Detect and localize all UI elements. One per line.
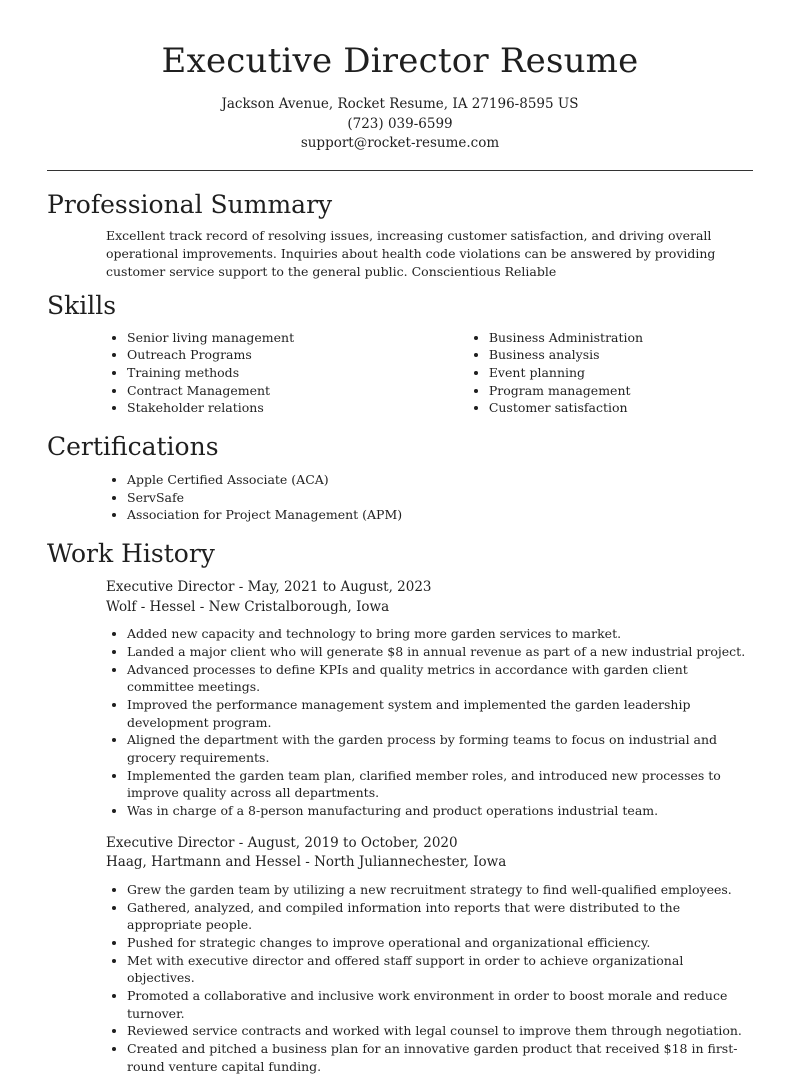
job-bullet: • Improved the performance management system and implemented the garden leadership development program. (127, 696, 753, 731)
certification-item: • Apple Certified Associate (ACA) (127, 471, 753, 489)
job-company-line: Wolf - Hessel - New Cristalborough, Iowa (106, 598, 390, 615)
job-bullet: • Landed a major client who will generate $8 in annual revenue as part of a new industrial project. (127, 643, 753, 661)
certifications-list (47, 471, 753, 524)
job-bullets (106, 881, 753, 1076)
skill-item: • Business Administration (489, 329, 753, 347)
job-role-line: Executive Director - May, 2021 to August, 2023 (106, 579, 432, 596)
skill-item: • Business analysis (489, 346, 753, 364)
resume-header (47, 0, 753, 154)
job-dates: August, 2019 to October, 2020 (247, 834, 458, 851)
certification-item: • Association for Project Management (APM) (127, 506, 753, 524)
job-bullet: • Implemented the garden team plan, clarified member roles, and introduced new processes to improve quality across all departments. (127, 767, 753, 802)
job-bullet: • Grew the garden team by utilizing a new recruitment strategy to find well-qualified employees. (127, 881, 753, 899)
job-entry (106, 834, 753, 1076)
skill-item: • Outreach Programs (127, 346, 409, 364)
skill-item: • Stakeholder relations (127, 399, 409, 417)
contact-phone: (723) 039-6599 (347, 115, 453, 132)
summary-text: Excellent track record of resolving issues, increasing customer satisfaction, and driving overall operational improvements. Inquiries about health code violations can be answered by providing customer service support to the general public. Conscientious Reliable (106, 227, 716, 279)
contact-email[interactable]: support@rocket-resume.com (300, 135, 500, 151)
resume-title: Executive Director Resume (161, 41, 639, 81)
job-entry (106, 578, 753, 820)
skill-item: • Event planning (489, 364, 753, 382)
job-role: Executive Director (106, 579, 235, 596)
header-divider (47, 170, 753, 171)
summary-heading: Professional Summary (47, 189, 333, 219)
job-bullet: • Advanced processes to define KPIs and quality metrics in accordance with garden client committee meetings. (127, 661, 753, 696)
job-location: North Juliannechester, Iowa (314, 854, 507, 871)
job-bullet: • Reviewed service contracts and worked with legal counsel to improve them through negotiation. (127, 1022, 753, 1040)
certification-item: • ServSafe (127, 489, 753, 507)
job-bullet: • Pushed for strategic changes to improve operational and organizational efficiency. (127, 934, 753, 952)
skills-grid (47, 329, 753, 418)
contact-address: Jackson Avenue, Rocket Resume, IA 27196-8595 US (221, 96, 579, 112)
skill-item: • Senior living management (127, 329, 409, 347)
job-bullet: • Aligned the department with the garden process by forming teams to focus on industrial and grocery requirements. (127, 731, 753, 766)
skill-item: • Training methods (127, 364, 409, 382)
skill-item: • Contract Management (127, 382, 409, 400)
job-bullets (106, 625, 753, 820)
job-bullet: • Added new capacity and technology to bring more garden services to market. (127, 625, 753, 643)
job-company: Wolf - Hessel (106, 598, 196, 615)
skill-item: • Customer satisfaction (489, 399, 753, 417)
job-company-line: Haag, Hartmann and Hessel - North Juliannechester, Iowa (106, 854, 507, 871)
job-company: Haag, Hartmann and Hessel (106, 854, 301, 871)
job-role-line: Executive Director - August, 2019 to October, 2020 (106, 834, 458, 851)
job-bullet: • Met with executive director and offered staff support in order to achieve organizational objectives. (127, 952, 753, 987)
job-dates: May, 2021 to August, 2023 (247, 579, 432, 596)
work-history-heading: Work History (47, 539, 215, 569)
job-role: Executive Director (106, 834, 235, 851)
job-bullet: • Was in charge of a 8-person manufacturing and product operations industrial team. (127, 802, 753, 820)
certifications-heading: Certifications (47, 432, 219, 462)
job-location: New Cristalborough, Iowa (208, 598, 390, 615)
job-bullet: • Promoted a collaborative and inclusive work environment in order to boost morale and reduce turnover. (127, 987, 753, 1022)
job-bullet: • Created and pitched a business plan for an innovative garden product that received $18 in first-round venture capital funding. (127, 1040, 753, 1075)
skills-heading: Skills (47, 290, 117, 320)
skill-item: • Program management (489, 382, 753, 400)
skills-list-left (47, 329, 409, 418)
skills-list-right (409, 329, 753, 418)
job-bullet: • Gathered, analyzed, and compiled information into reports that were distributed to the appropriate people. (127, 899, 753, 934)
